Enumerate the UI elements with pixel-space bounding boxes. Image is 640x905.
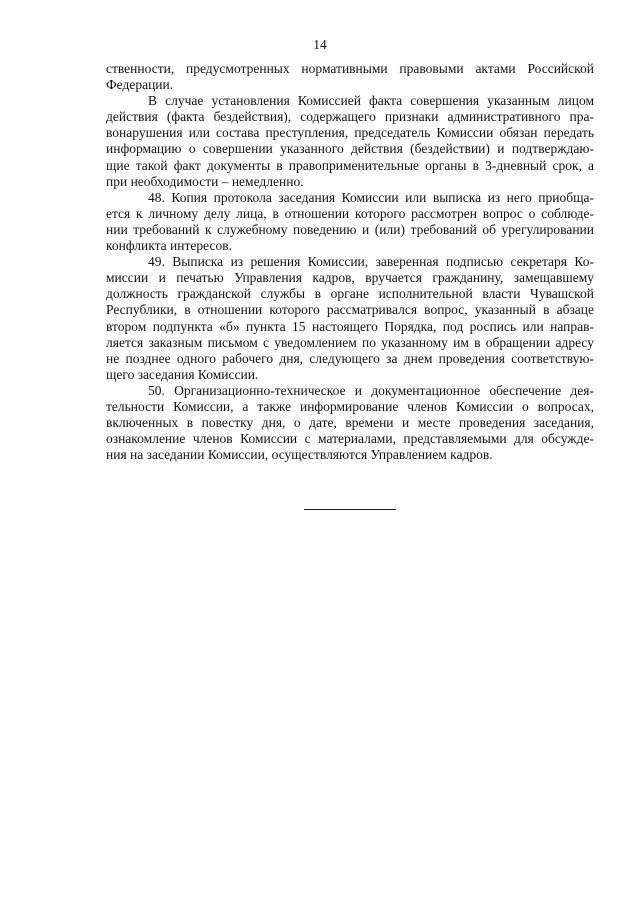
- text-line: должность гражданской службы в органе исполнительной власти Чувашской: [106, 286, 594, 302]
- end-separator-line: [304, 509, 396, 510]
- text-line: при необходимости – немедленно.: [106, 173, 304, 189]
- text-line: информацию о совершении указанного действия (бездействии) и подтверждаю-: [106, 141, 594, 157]
- text-line: ляется заказным письмом с уведомлением по указанному им в обращении адресу: [106, 334, 594, 350]
- text-line: щего заседания Комиссии.: [106, 366, 259, 382]
- text-line: ется к личному делу лица, в отношении которого рассмотрен вопрос о соблюде-: [106, 205, 594, 221]
- paragraph-item-48: [106, 190, 594, 254]
- text-line: миссии и печатью Управления кадров, вручается гражданину, замещавшему: [106, 270, 594, 286]
- text-line: Федерации.: [106, 77, 174, 93]
- text-line: не позднее одного рабочего дня, следующего за днем проведения соответствую-: [106, 350, 594, 366]
- text-line: ознакомление членов Комиссии с материалами, представляемыми для обсужде-: [106, 431, 594, 447]
- text-line: 48. Копия протокола заседания Комиссии или выписка из него приобща-: [148, 189, 594, 205]
- page-number: 14: [313, 37, 327, 52]
- text-line: щие такой факт документы в правоприменительные органы в 3-дневный срок, а: [106, 157, 594, 173]
- text-line: нии требований к служебному поведению и (или) требований об урегулировании: [106, 221, 594, 237]
- text-line: включенных в повестку дня, о дате, времени и месте проведения заседания,: [106, 415, 594, 431]
- text-line: вонарушения или состава преступления, председатель Комиссии обязан передать: [106, 125, 594, 141]
- text-line: ния на заседании Комиссии, осуществляются Управлением кадров.: [106, 447, 493, 463]
- paragraph-item-49: [106, 254, 594, 383]
- paragraph-item-50: [106, 383, 594, 463]
- text-line: 49. Выписка из решения Комиссии, заверенная подписью секретаря Ко-: [148, 254, 594, 270]
- paragraph-commission-violation: [106, 93, 594, 190]
- text-line: действия (факта бездействия), содержащего признаки административного пра-: [106, 109, 594, 125]
- text-line: 50. Организационно-техническое и документационное обеспечение дея-: [148, 382, 594, 398]
- document-body: [106, 61, 594, 463]
- text-line: Республики, в отношении которого рассматривался вопрос, указанный в абзаце: [106, 302, 594, 318]
- text-line: конфликта интересов.: [106, 238, 232, 254]
- paragraph-continuation: [106, 61, 594, 93]
- text-line: втором подпункта «б» пункта 15 настоящего Порядка, под роспись или направ-: [106, 318, 594, 334]
- text-line: В случае установления Комиссией факта совершения указанным лицом: [148, 93, 594, 109]
- text-line: тельности Комиссии, а также информирование членов Комиссии о вопросах,: [106, 398, 594, 414]
- text-line: ственности, предусмотренных нормативными правовыми актами Российской: [106, 61, 594, 76]
